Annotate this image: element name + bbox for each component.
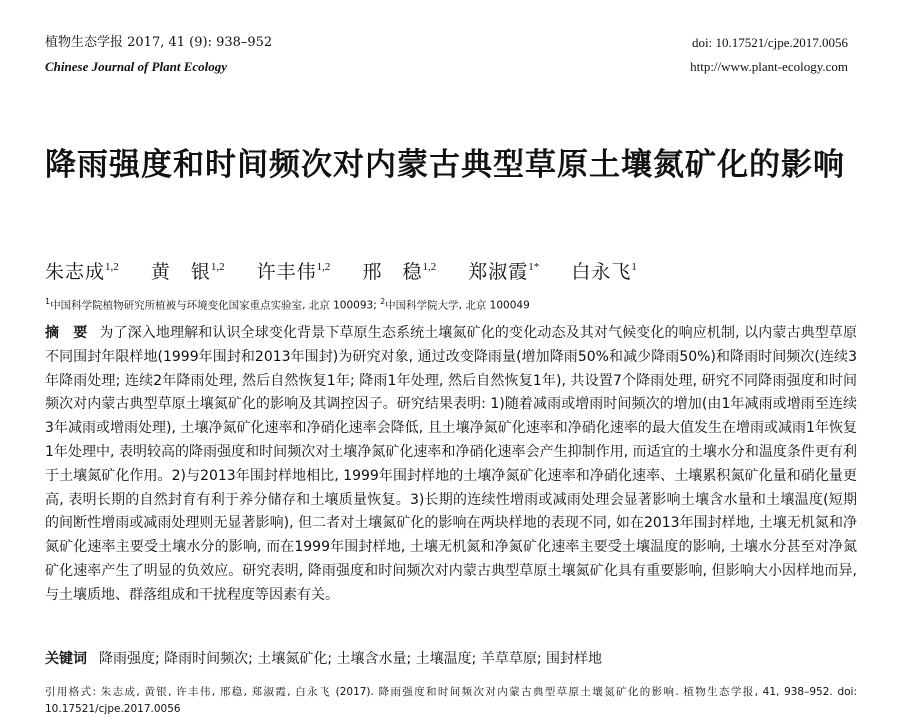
affil-text-1: 中国科学院植物研究所植被与环境变化国家重点实验室, 北京 100093;: [50, 299, 381, 312]
abstract-label: 摘 要: [45, 325, 88, 341]
keywords-text: 降雨强度; 降雨时间频次; 土壤氮矿化; 土壤含水量; 土壤温度; 羊草草原; 围封样地: [99, 651, 602, 667]
author-affil-sup: 1*: [528, 261, 540, 273]
affiliations: [45, 295, 530, 313]
author: [362, 261, 436, 283]
author-name: 黄 银: [150, 261, 211, 283]
author-name: 郑淑霞: [468, 261, 529, 283]
author-affil-sup: 1,2: [422, 261, 437, 273]
author-name: 邢 稳: [362, 261, 423, 283]
journal-header-right: [690, 34, 848, 76]
author-list: [45, 254, 663, 285]
author: [468, 261, 539, 283]
journal-header-left: [45, 34, 272, 76]
affil-sup-1: 1: [45, 297, 51, 306]
author-name: 许丰伟: [256, 261, 317, 283]
article-title: 降雨强度和时间频次对内蒙古典型草原土壤氮矿化的影响: [45, 147, 845, 183]
author-affil-sup: 1: [631, 261, 637, 273]
author: [257, 261, 331, 283]
author: [45, 261, 119, 283]
keywords: [45, 648, 602, 670]
author: [151, 261, 225, 283]
journal-cn-citation: 植物生态学报 2017, 41 (9): 938–952: [45, 35, 273, 50]
affil-text-2: 中国科学院大学, 北京 100049: [385, 299, 530, 312]
author-name: 白永飞: [571, 261, 632, 283]
keywords-label: 关键词: [45, 651, 87, 667]
citation-format: 引用格式: 朱志成, 黄银, 许丰伟, 邢稳, 郑淑霞, 白永飞 (2017). 降雨强度和时间频次对内蒙古典型草原土壤氮矿化的影响. 植物生态学报, 41, 938–952. doi: 10.17521/cjpe.2017.0056: [45, 686, 857, 715]
author-name: 朱志成: [45, 261, 106, 283]
author-affil-sup: 1,2: [210, 261, 225, 273]
doi-text: doi: 10.17521/cjpe.2017.0056: [692, 35, 848, 50]
journal-url-link[interactable]: http://www.plant-ecology.com: [690, 59, 848, 74]
abstract: [45, 322, 857, 608]
journal-en-name: Chinese Journal of Plant Ecology: [45, 59, 228, 74]
affil-sup-2: 2: [380, 297, 386, 306]
author: [571, 261, 637, 283]
author-affil-sup: 1,2: [316, 261, 331, 273]
author-affil-sup: 1,2: [105, 261, 119, 273]
abstract-text: 为了深入地理解和认识全球变化背景下草原生态系统土壤氮矿化的变化动态及其对气候变化的响应机制, 以内蒙古典型草原不同围封年限样地(1999年围封和2013年围封)为研究对象, 通过改变降雨量(增加降雨50%和减少降雨50%)和降雨时间频次(连续3年降雨处理; 连续2年降雨处理, 然后自然恢复1年; 降雨1年处理, 然后自然恢复1年), 共设置7个降雨处理, 研究不同降雨强度和时间频次对内蒙古典型草原土壤氮矿化的影响及其调控因子。研究结果表明: 1)随着减雨或增雨时间频次的增加(由1年减雨或增雨至连续3年减雨或增雨处理), 土壤净氮矿化速率和净硝化速率会降低, 且土壤净氮矿化速率和净硝化速率的最大值发生在增雨或减雨1年恢复1年处理中, 表明较高的降雨强度和时间频次对土壤净氮矿化速率和净硝化速率会产生抑制作用, 而适宜的土壤水分和温度条件更有利于土壤氮矿化作用。2)与2013年围封样地相比, 1999年围封样地的土壤净氮矿化速率和净硝化速率、土壤累积氮矿化量和硝化量更高, 表明长期的自然封育有利于养分储存和土壤质量恢复。3)长期的连续性增雨或减雨处理会显著影响土壤含水量和土壤温度(短期的间断性增雨或减雨处理则无显著影响), 但二者对土壤氮矿化的影响在两块样地的表现不同, 如在2013年围封样地, 土壤无机氮和净氮矿化速率主要受土壤水分的影响, 而在1999年围封样地, 土壤无机氮和净氮矿化速率主要受土壤温度的影响, 土壤水分甚至对净氮矿化速率产生了明显的负效应。研究表明, 降雨强度和时间频次对内蒙古典型草原土壤氮矿化具有重要影响, 但影响大小因样地而异, 与土壤质地、群落组成和干扰程度等因素有关。: [45, 325, 858, 603]
